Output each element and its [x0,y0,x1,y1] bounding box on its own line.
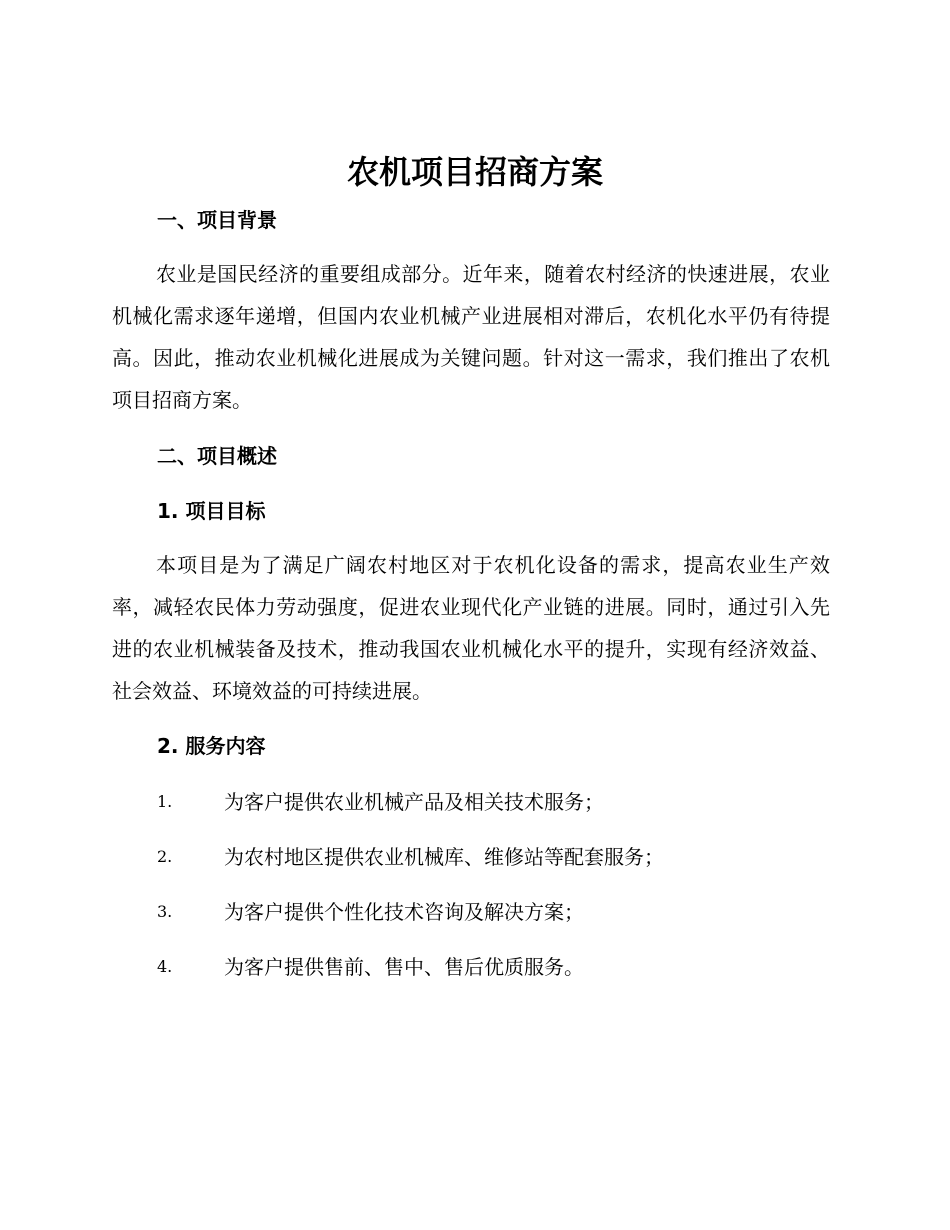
list-item [0,893,950,948]
subsection-heading-goal: 1. 项目目标 [157,499,266,523]
section-heading-overview: 二、项目概述 [157,444,277,468]
section-heading-background: 一、项目背景 [157,208,277,232]
list-item-number: 2. [157,847,173,866]
list-item-text: 为客户提供农业机械产品及相关技术服务； [224,790,604,814]
paragraph-goal: 本项目是为了满足广阔农村地区对于农机化设备的需求，提高农业生产效率，减轻农民体力劳动强度，促进农业现代化产业链的进展。同时，通过引入先进的农业机械装备及技术，推动我国农业机械化水平的提升，实现有经济效益、社会效益、环境效益的可持续进展。 [112,553,830,703]
list-item-text: 为客户提供售前、售中、售后优质服务。 [224,955,584,979]
list-item [0,838,950,893]
list-item-text: 为农村地区提供农业机械库、维修站等配套服务； [224,845,664,869]
services-list [0,783,950,1003]
list-item-number: 1. [157,792,173,811]
list-item [0,783,950,838]
paragraph-background: 农业是国民经济的重要组成部分。近年来，随着农村经济的快速进展，农业机械化需求逐年递增，但国内农业机械产业进展相对滞后，农机化水平仍有待提高。因此，推动农业机械化进展成为关键问题。针对这一需求，我们推出了农机项目招商方案。 [112,262,830,412]
list-item-text: 为客户提供个性化技术咨询及解决方案； [224,900,584,924]
subsection-heading-services: 2. 服务内容 [157,734,266,758]
list-item-number: 4. [157,957,173,976]
document-title: 农机项目招商方案 [346,153,603,191]
list-item [0,948,950,1003]
list-item-number: 3. [157,902,173,921]
